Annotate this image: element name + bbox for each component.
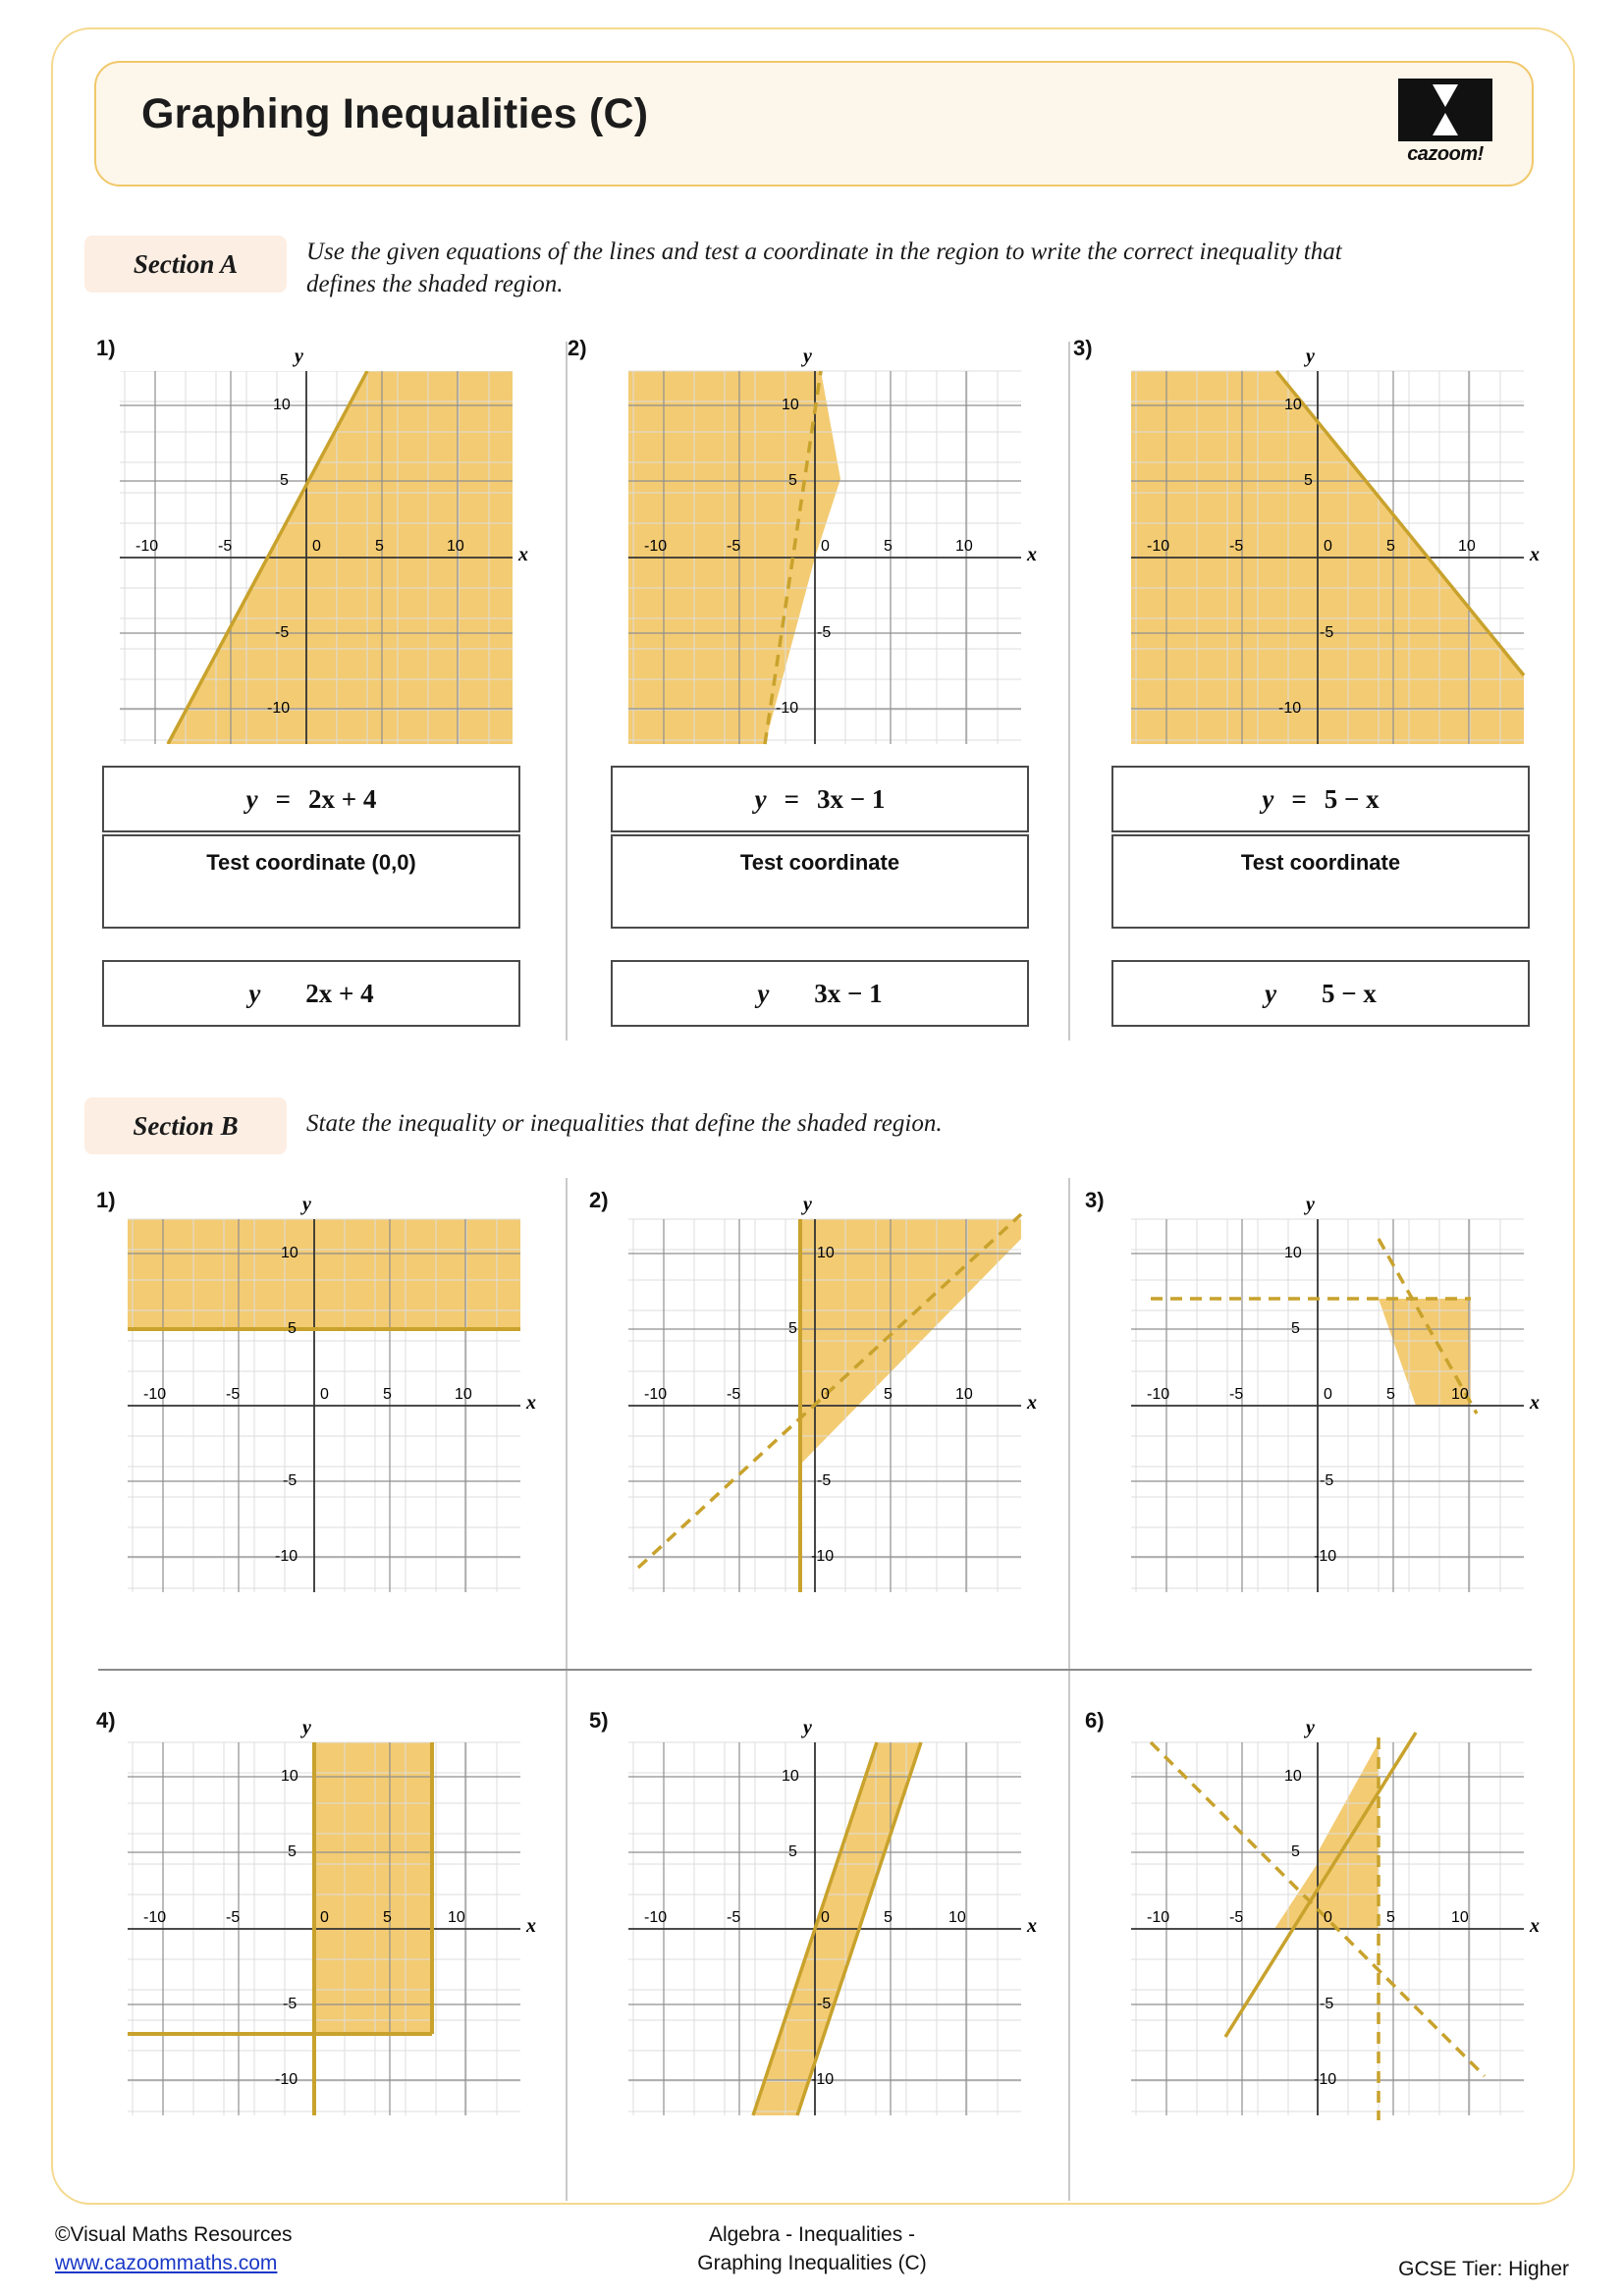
equation-box-a1 <box>102 766 520 832</box>
equation-lhs-a2: y <box>754 783 767 814</box>
inequality-answer-box-a2[interactable] <box>611 960 1029 1027</box>
footer-center <box>0 2220 1624 2278</box>
question-number-b1: 1) <box>96 1188 116 1212</box>
equation-rhs-a1: 2x + 4 <box>307 783 377 814</box>
graph-a1: y x -10 -5 0 5 10 10 5 -5 -10 <box>120 371 513 744</box>
question-number-a2: 2) <box>568 336 587 360</box>
footer-topic-line1: Algebra - Inequalities - <box>708 2223 916 2246</box>
inequality-rhs-a2: 3x − 1 <box>814 978 883 1008</box>
equation-box-a2 <box>611 766 1029 832</box>
graph-a3: y x -10 -5 0 5 10 10 5 -5 -10 <box>1131 371 1524 744</box>
question-number-b4: 4) <box>96 1708 116 1733</box>
hourglass-icon <box>1398 79 1492 141</box>
inequality-answer-box-a3[interactable] <box>1111 960 1530 1027</box>
inequality-answer-box-a1[interactable] <box>102 960 520 1027</box>
equation-box-a3 <box>1111 766 1530 832</box>
section-b-label: Section B <box>84 1097 287 1154</box>
graph-b1: y x -10 -5 0 5 10 10 5 -5 -10 <box>128 1219 520 1592</box>
graph-b4: y x -10 -5 0 5 10 10 5 -5 -10 <box>128 1742 520 2115</box>
equation-rhs-a2: 3x − 1 <box>816 783 886 814</box>
section-a-label: Section A <box>84 236 287 293</box>
graph-b3: y x -10 -5 0 5 10 10 5 -5 -10 <box>1131 1219 1524 1592</box>
equation-lhs-a1: y <box>245 783 258 814</box>
graph-b5: y x -10 -5 0 5 10 10 5 -5 -10 <box>628 1742 1021 2115</box>
test-coordinate-box-a2[interactable] <box>611 834 1029 929</box>
question-number-b5: 5) <box>589 1708 609 1733</box>
test-coordinate-box-a1[interactable] <box>102 834 520 929</box>
page-title: Graphing Inequalities (C) <box>141 90 649 137</box>
graph-b2: y x -10 -5 0 5 10 10 5 -5 -10 <box>628 1219 1021 1592</box>
question-number-b2: 2) <box>589 1188 609 1212</box>
equation-lhs-a3: y <box>1262 783 1274 814</box>
test-coordinate-label-a1: Test coordinate (0,0) <box>206 850 416 875</box>
section-a-instruction: Use the given equations of the lines and test a coordinate in the region to write the correct inequality that defines the shaded region. <box>306 239 1342 297</box>
question-number-a1: 1) <box>96 336 116 360</box>
inequality-lhs-a3: y <box>1265 978 1277 1008</box>
website-link[interactable]: www.cazoommaths.com <box>55 2252 278 2275</box>
test-coordinate-label-a2: Test coordinate <box>739 850 900 875</box>
copyright-text: ©Visual Maths Resources <box>55 2223 293 2246</box>
question-number-b6: 6) <box>1085 1708 1105 1733</box>
logo-wordmark: cazoom! <box>1407 143 1484 165</box>
row-divider-b <box>98 1669 1532 1671</box>
column-divider-b-2 <box>1068 1178 1070 2201</box>
section-b-instruction: State the inequality or inequalities that define the shaded region. <box>306 1110 943 1137</box>
question-number-b3: 3) <box>1085 1188 1105 1212</box>
inequality-rhs-a3: 5 − x <box>1322 978 1377 1008</box>
inequality-lhs-a1: y <box>248 978 261 1008</box>
title-banner <box>94 61 1534 187</box>
column-divider-a-1 <box>566 342 568 1041</box>
test-coordinate-box-a3[interactable] <box>1111 834 1530 929</box>
column-divider-a-2 <box>1068 342 1070 1041</box>
equation-equals-a3: = <box>1291 783 1307 814</box>
footer-tier: GCSE Tier: Higher <box>1398 2258 1569 2280</box>
question-number-a3: 3) <box>1073 336 1093 360</box>
cazoom-logo <box>1394 79 1496 177</box>
graph-a2: y x -10 -5 0 5 10 10 5 -5 -10 <box>628 371 1021 744</box>
graph-b6: y x -10 -5 0 5 10 10 5 -5 -10 <box>1131 1742 1524 2115</box>
footer-topic-line2: Graphing Inequalities (C) <box>697 2252 927 2275</box>
equation-equals-a1: = <box>275 783 291 814</box>
inequality-lhs-a2: y <box>757 978 770 1008</box>
column-divider-b-1 <box>566 1178 568 2201</box>
test-coordinate-label-a3: Test coordinate <box>1240 850 1401 875</box>
equation-rhs-a3: 5 − x <box>1324 783 1380 814</box>
equation-equals-a2: = <box>784 783 799 814</box>
inequality-rhs-a1: 2x + 4 <box>305 978 374 1008</box>
